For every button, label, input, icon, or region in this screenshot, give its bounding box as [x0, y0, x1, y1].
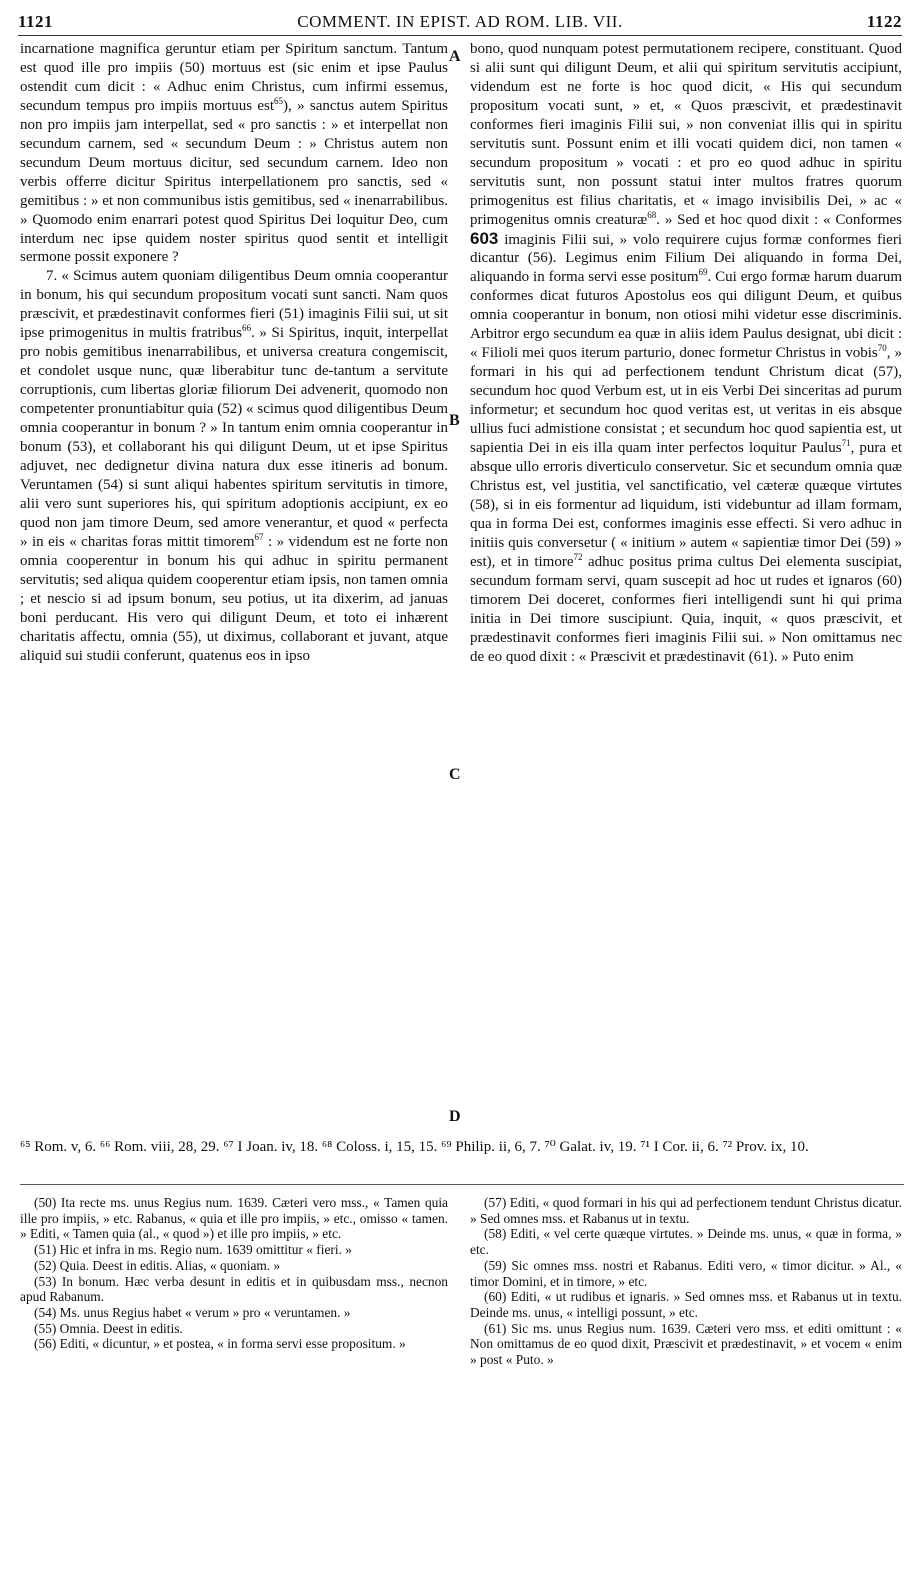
left-paragraph-1: incarnatione magnifica geruntur etiam per Spiritum sanctum. Tantum est quod ille pro impiis (50) mortuus est (sic enim et ipse Paulus ostendit cum dicit : « Adhuc enim Christus, cum infirmi essemus, secundum tempus pro impiis mortuus est$^{65}$), » sanctus autem Spiritus non pro impiis jam interpellat, sed « pro sanctis : » et interpellat non secundum carnem, sed « secundum Deum : » Christus autem non secundum Deum mortuus dicitur, sed secundum carnem. Ideo non verbis offerre dicitur Spiritus interpellationem pro sanctis, sed « gemitibus : » et non communibus istis gemitibus, sed « inenarrabilibus. » Quomodo enim enarrari potest quod Spiritus Dei loquitur Deo, cum interdum nec ipse quidem noster spiritus quod sentit et intelligit sermone possit exponere ? — [20, 41, 448, 266]
footnote: (57) Editi, « quod formari in his qui ad perfectionem tendunt Christus dicatur. » Sed omnes mss. et Rabanus ut in textu. — [470, 1195, 902, 1226]
footnote: (60) Editi, « ut rudibus et ignaris. » Sed omnes mss. et Rabanus ut in textu. Deinde ms. unus, « intelligi possunt, » etc. — [470, 1289, 902, 1320]
right-text-column — [470, 40, 902, 1132]
left-page-number: 1121 — [18, 12, 54, 31]
right-paragraph: bono, quod nunquam potest permutationem recipere, constituant. Quod si alii sunt qui diligunt Deum, et alii qui spiritum servitutis accipiunt, videndum est ne forte is hoc quod dicit, « His qui secundum propositum vocati sunt, » et, « Quos præscivit, et prædestinavit conformes fieri imaginis Filii sui, » non conveniat illis qui in spiritu servitutis sunt. Possunt enim et illi vocati quidem dici, non tamen « secundum propositum » vocati : et pro eo quod adhuc in spiritu servitutis sunt, non possunt statui inter multos fratres quorum primogenitus est filius charitatis, et « imago invisibilis Dei, » ac « primogenitus omnis creaturæ$^{68}$. » Sed et hoc quod dixit : « Conformes 603 imaginis Filii sui, » volo requirere cujus formæ conformes fieri dicantur (56). Legimus enim Filium Dei aliquando in forma Dei, aliquando in forma servi esse positum$^{69}$. Cui ergo formæ harum duarum conformes dicat futuros Apostolus eos qui diligunt Deum, et quibus omnia cooperantur in bonum, non otiosi mihi videtur esse discriminis. Arbitror ergo secundum ea quæ in aliis idem Paulus designat, ubi dicit : « Filioli mei quos iterum parturio, donec formetur Christus in vobis$^{70}$, » formari in his qui ad perfectionem tendunt Christum dicat (57), secundum hoc quod Verbum est, ut in eis Verbi Dei sinceritas ad purum informetur; et secundum hoc quod veritas est, ut veritas in eis absque ullius fuci admistione consistat ; et secundum hoc quod sapientia est, ut sapientia Dei in eis illa quam inter perfectos loquitur Paulus$^{71}$, pura et absque ullo erroris diverticulo conservetur. Sic et secundum omnia quæ Christus est, vel justitia, vel sanctificatio, vel cæteræ quæque virtutes (58), si in eis formentur ad liquidum, isti videbuntur ad illam formam, qua in forma Dei est, conformes imaginis esse effecti. Si vero adhuc in initiis quis conversetur ( « initium » autem « sapientiæ timor Dei (59) » est), et in timore$^{72}$ adhuc positus prima cultus Dei elementa suscipiat, secundum formam servi, quam suscepit ad hoc ut rudes et ignaros (60) timorem Dei doceret, conformes fieri intelligendi sunt hi qui prima initia in Dei timore suscipiunt. Quia, inquit, « quos præscivit, et prædestinavit conformes fieri imaginis Filii sui. » Non omittamus nec de eo quod dixit : « Præscivit et prædestinavit (61). » Puto enim — [470, 41, 902, 665]
running-header — [18, 10, 902, 34]
footnote: (59) Sic omnes mss. nostri et Rabanus. Editi vero, « timor dicitur. » Al., « timor Domini, et in timore, » etc. — [470, 1257, 902, 1289]
footnote: (54) Ms. unus Regius habet « verum » pro « veruntamen. » — [34, 1304, 351, 1320]
left-paragraph-2: 7. « Scimus autem quoniam diligentibus Deum omnia cooperantur in bonum, his qui secundum propositum vocati sunt sancti. Nam quos præscivit, et prædestinavit conformes fieri (51) imaginis Filii sui, ut sit ipse primogenitus in multis fratribus$^{66}$. » Si Spiritus, inquit, interpellat pro nobis gemitibus inenarrabilibus, et universa creatura congemiscit, et condolet usque nunc, quæ liberabitur tunc de-tantum a servitute corruptionis, cum libertas gloriæ filiorum Dei advenerit, quomodo non competenter pronuntiabitur quia (52) « scimus quod diligentibus Deum omnia cooperantur in bonum ? » In tantum enim omnia cooperantur in bonum (53), et collaborant his qui diligunt Deum, ut et ipse Spiritus adjuvet, nec dedignetur divina natura dux esse itineris ad bonum. Veruntamen (54) si sunt aliqui habentes spiritum servitutis in timore, alii vero sunt superiores his, qui spiritum adoptionis accipiunt, ex eo quod non jam timore Deum, sed amore venerantur, et quod « perfecta » in eis « charitas foras mittit timorem$^{67}$ : » videndum est ne forte non omnia cooperentur in bonum his qui adhuc in spiritu permanent servitutis; sed aliqua quidem cooperentur etiam ipsis, non tamen omnia ; et nescio si ad ipsum bonum, seu potius, ut ita dixerim, ad januas boni perducant. His vero qui diligunt Deum, et toto ei inhærent charitatis affectu, omnia (55), ut diximus, collaborant et juvant, atque aliquid sui studii conferunt, quatenus eos in ipso — [20, 268, 448, 664]
right-page-number: 1122 — [866, 12, 902, 31]
footnote: (61) Sic ms. unus Regius num. 1639. Cæteri vero mss. et editi omittunt : « Non omittamus de eo quod dixit, Præscivit et prædestinavit, » et vocem « enim » post « Puto. » — [470, 1320, 902, 1368]
footnote-rule — [20, 1184, 904, 1185]
margin-marker-b: B — [449, 412, 460, 429]
header-rule — [18, 35, 902, 36]
footnote: (55) Omnia. Deest in editis. — [34, 1320, 183, 1336]
footnote: (58) Editi, « vel certe quæque virtutes. » Deinde ms. unus, « quæ in forma, » etc. — [470, 1226, 902, 1258]
footnotes-right — [470, 1195, 902, 1495]
footnotes-left — [20, 1195, 448, 1495]
margin-marker-a: A — [449, 48, 461, 65]
footnote: (56) Editi, « dicuntur, » et postea, « in forma servi esse propositum. » — [34, 1336, 406, 1352]
scripture-references: ⁶⁵ Rom. v, 6. ⁶⁶ Rom. viii, 28, 29. ⁶⁷ I Joan. iv, 18. ⁶⁸ Coloss. i, 15, 15. ⁶⁹ Philip. ii, 6, 7. ⁷⁰ Galat. iv, 19. ⁷¹ I Cor. ii, 6. ⁷² Prov. ix, 10. — [20, 1139, 809, 1155]
footnote: (51) Hic et infra in ms. Regio num. 1639 omittitur « fieri. » — [34, 1242, 352, 1258]
inline-page-number: 603 — [470, 228, 499, 248]
left-text-column — [20, 40, 448, 1132]
footnote: (50) Ita recte ms. unus Regius num. 1639. Cæteri vero mss., « Tamen quia ille pro impiis, » etc. Rabanus, « quia et ille pro impiis, » etc., omisso « tamen. » Editi, « Tamen quia (al., « quod ») et ille pro impiis, » etc. — [20, 1195, 448, 1242]
footnote: (52) Quia. Deest in editis. Alias, « quoniam. » — [34, 1257, 281, 1273]
footnote: (53) In bonum. Hæc verba desunt in editis et in quibusdam mss., necnon apud Rabanum. — [20, 1273, 448, 1305]
margin-marker-c: C — [449, 766, 461, 783]
margin-marker-d: D — [449, 1108, 461, 1125]
running-title: COMMENT. IN EPIST. AD ROM. LIB. VII. — [297, 12, 623, 31]
